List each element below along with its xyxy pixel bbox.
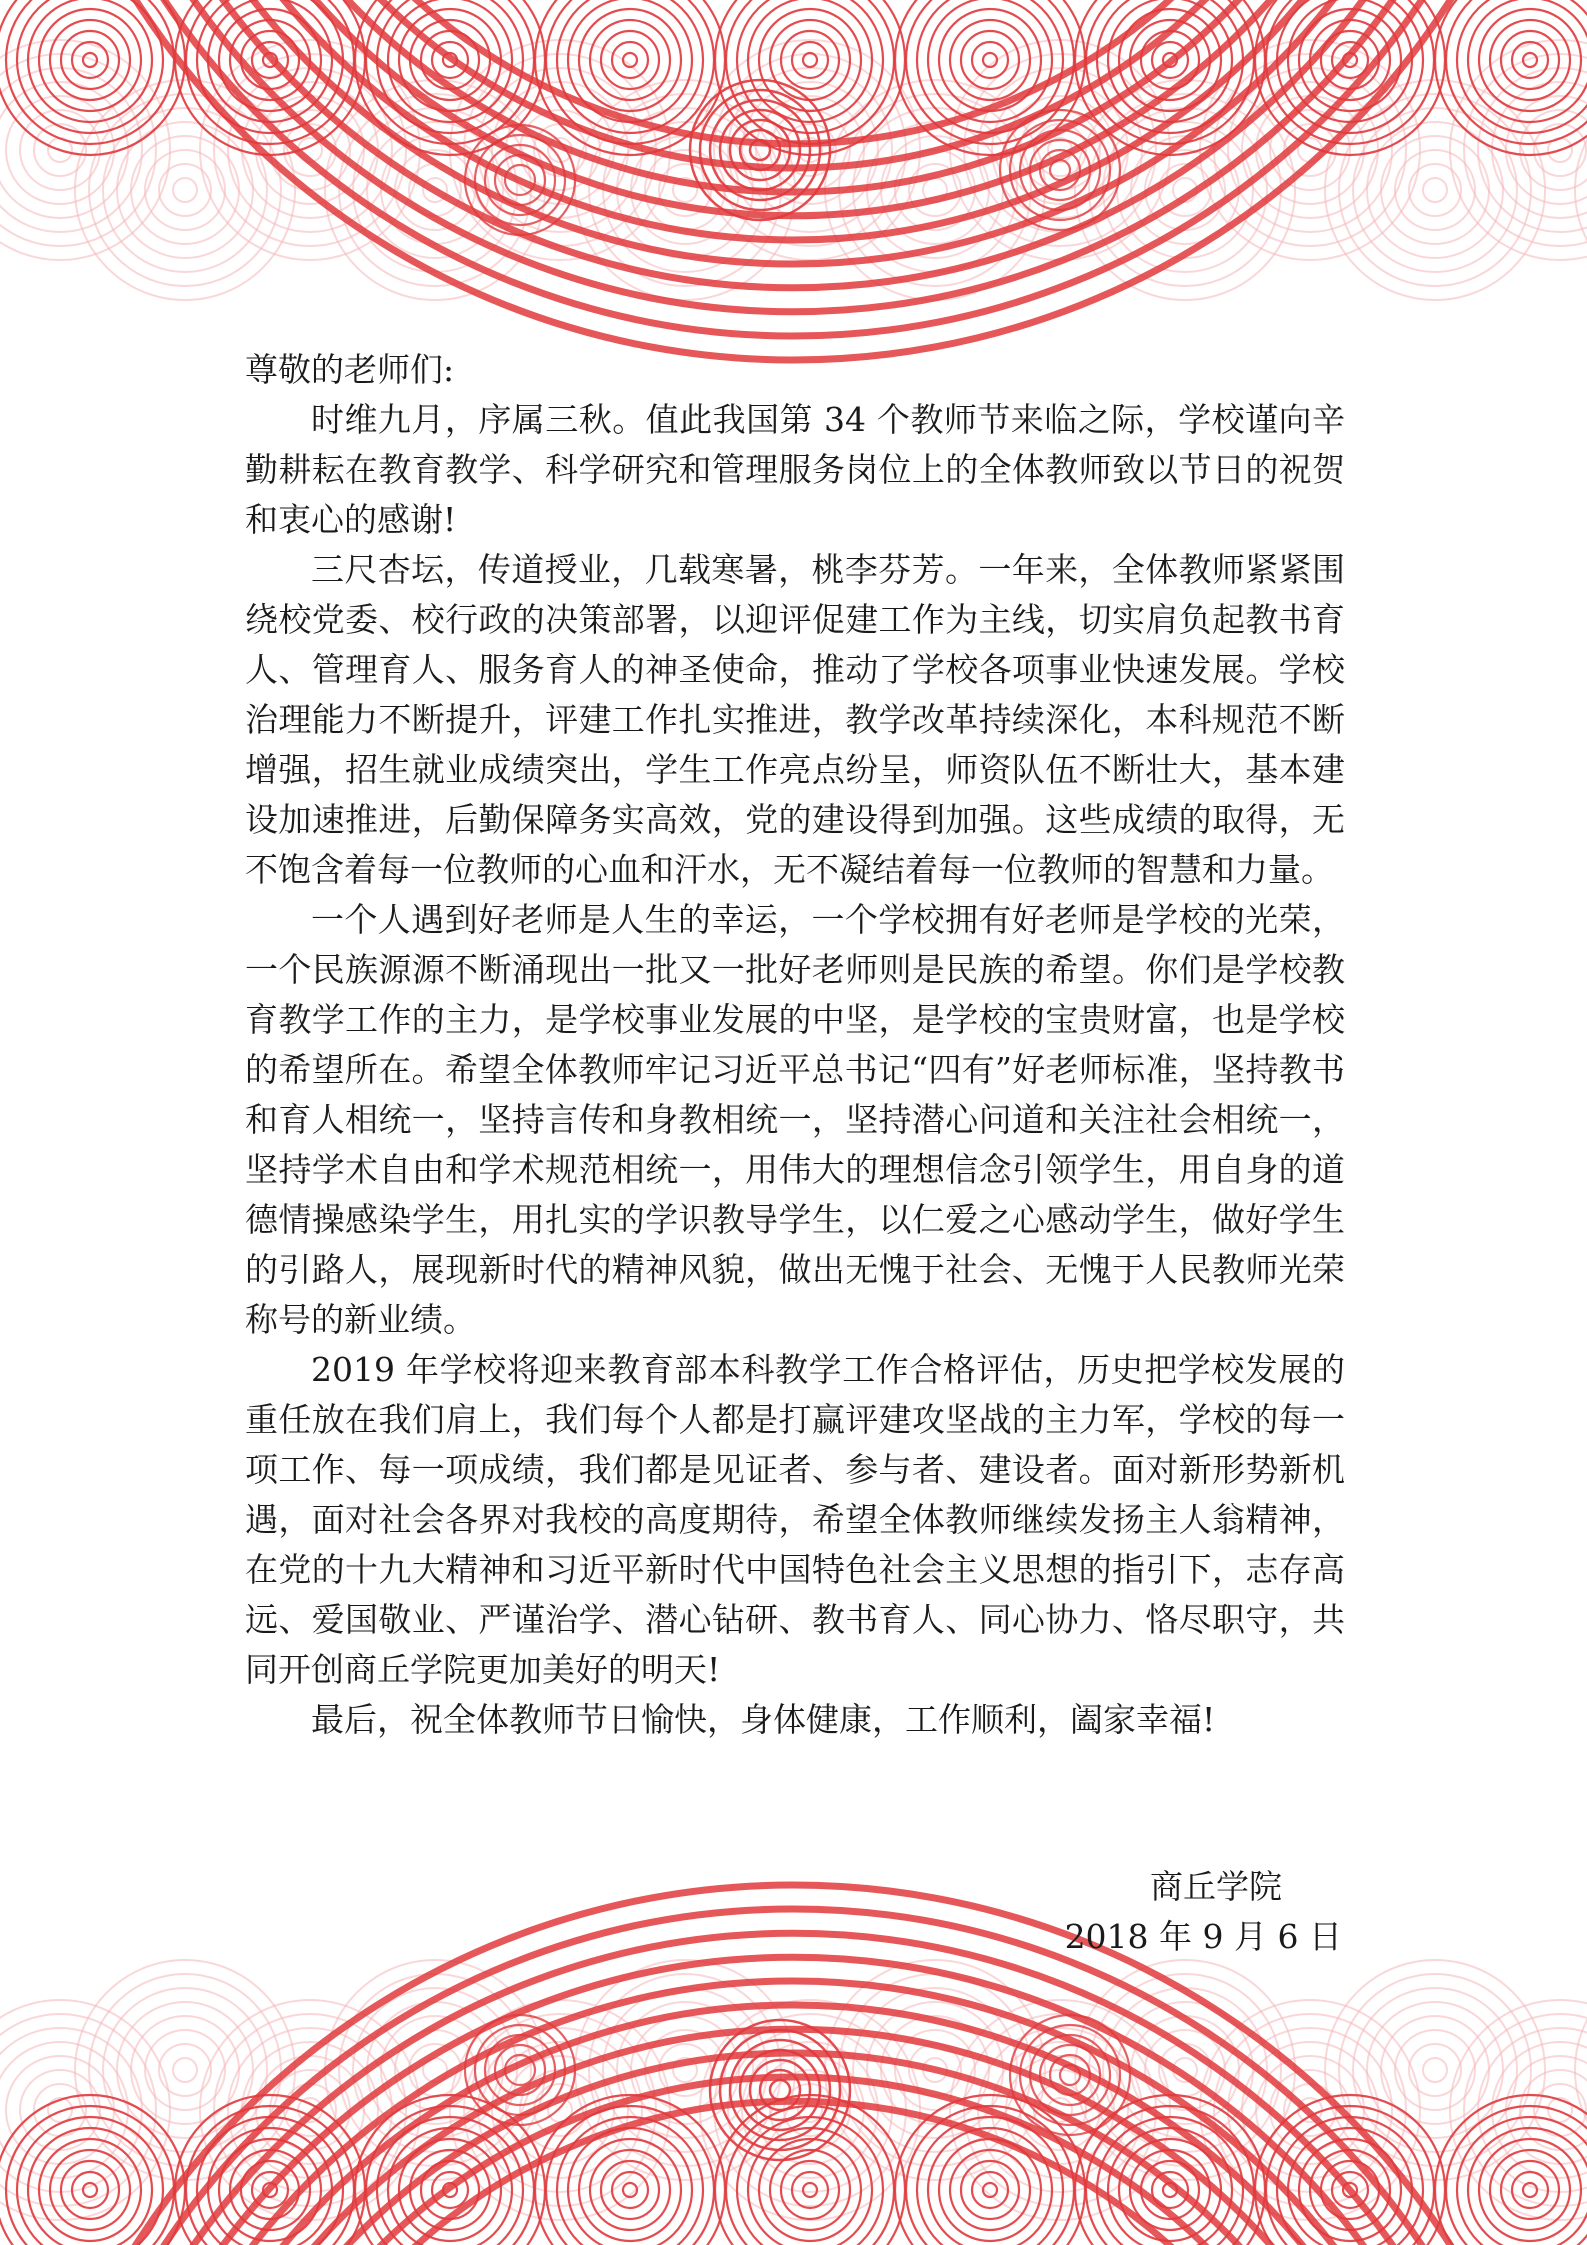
- top-wave-border: [0, 0, 1587, 400]
- bottom-wave-border: [0, 1860, 1587, 2245]
- signature-block: [942, 1862, 1342, 1962]
- paragraph-3: 一个人遇到好老师是人生的幸运，一个学校拥有好老师是学校的光荣，一个民族源源不断涌现出一批又一批好老师则是民族的希望。你们是学校教育教学工作的主力，是学校事业发展的中坚，是学校的宝贵财富，也是学校的希望所在。希望全体教师牢记习近平总书记“四有”好老师标准，坚持教书和育人相统一，坚持言传和身教相统一，坚持潜心问道和关注社会相统一，坚持学术自由和学术规范相统一，用伟大的理想信念引领学生，用自身的道德情操感染学生，用扎实的学识教导学生，以仁爱之心感动学生，做好学生的引路人，展现新时代的精神风貌，做出无愧于社会、无愧于人民教师光荣称号的新业绩。: [245, 900, 1345, 1339]
- paragraph-2: 三尺杏坛，传道授业，几载寒暑，桃李芬芳。一年来，全体教师紧紧围绕校党委、校行政的决策部署，以迎评促建工作为主线，切实肩负起教书育人、管理育人、服务育人的神圣使命，推动了学校各项事业快速发展。学校治理能力不断提升，评建工作扎实推进，教学改革持续深化，本科规范不断增强，招生就业成绩突出，学生工作亮点纷呈，师资队伍不断壮大，基本建设加速推进，后勤保障务实高效，党的建设得到加强。这些成绩的取得，无不饱含着每一位教师的心血和汗水，无不凝结着每一位教师的智慧和力量。: [245, 550, 1345, 889]
- signature-date: 2018 年 9 月 6 日: [1064, 1917, 1342, 1956]
- signature-organization: 商丘学院: [1150, 1867, 1282, 1906]
- paragraph-5: 最后，祝全体教师节日愉快，身体健康，工作顺利，阖家幸福!: [311, 1700, 1216, 1739]
- salutation: 尊敬的老师们:: [245, 350, 455, 389]
- paragraph-1: 时维九月，序属三秋。值此我国第 34 个教师节来临之际，学校谨向辛勤耕耘在教育教学、科学研究和管理服务岗位上的全体教师致以节日的祝贺和衷心的感谢!: [245, 400, 1345, 539]
- paragraph-4: 2019 年学校将迎来教育部本科教学工作合格评估，历史把学校发展的重任放在我们肩上，我们每个人都是打赢评建攻坚战的主力军，学校的每一项工作、每一项成绩，我们都是见证者、参与者、建设者。面对新形势新机遇，面对社会各界对我校的高度期待，希望全体教师继续发扬主人翁精神，在党的十九大精神和习近平新时代中国特色社会主义思想的指引下，志存高远、爱国敬业、严谨治学、潜心钻研、教书育人、同心协力、恪尽职守，共同开创商丘学院更加美好的明天!: [245, 1350, 1345, 1689]
- letter-body: [245, 345, 1345, 1745]
